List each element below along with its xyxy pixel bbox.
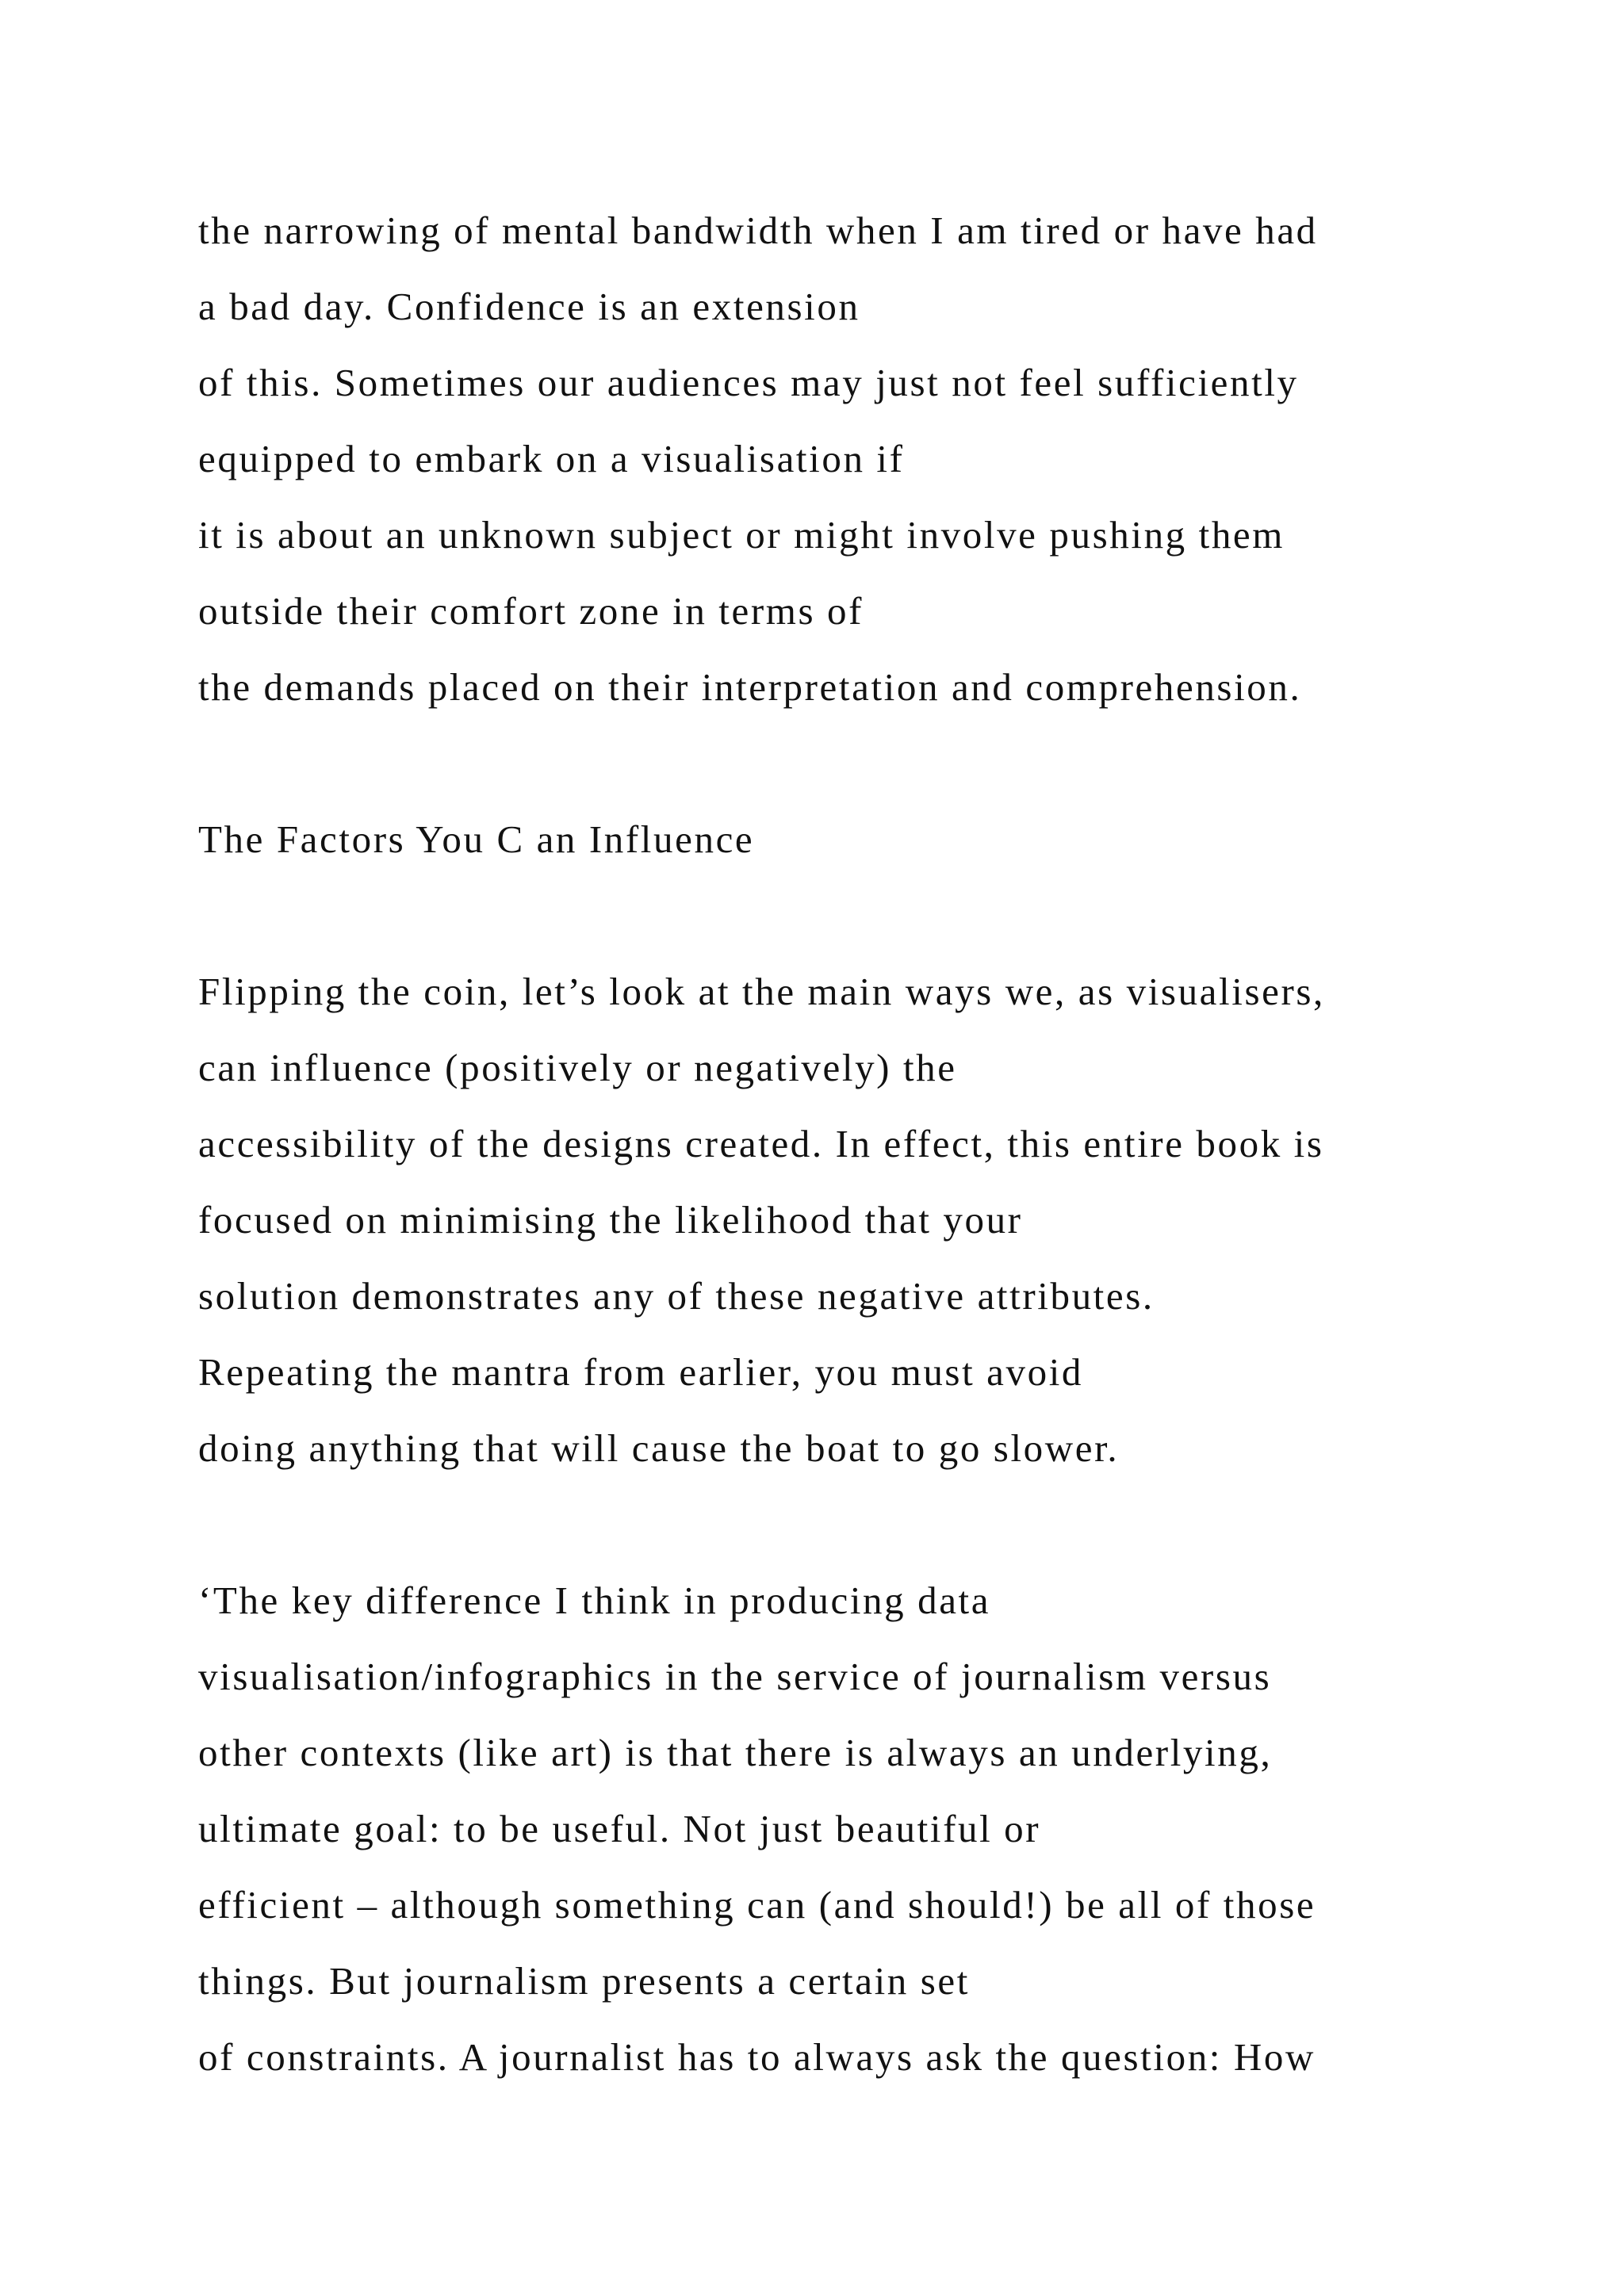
text-line: it is about an unknown subject or might involve pushing them bbox=[198, 513, 1285, 557]
text-line: can influence (positively or negatively) the bbox=[198, 1046, 957, 1089]
paragraph-spacer bbox=[198, 878, 1546, 954]
text-line: ultimate goal: to be useful. Not just beautiful or bbox=[198, 1807, 1041, 1850]
text-line: the demands placed on their interpretation and comprehension. bbox=[198, 665, 1302, 709]
paragraph-spacer bbox=[198, 725, 1546, 802]
text-line: doing anything that will cause the boat to go slower. bbox=[198, 1426, 1120, 1470]
text-line: outside their comfort zone in terms of bbox=[198, 589, 864, 633]
text-line: the narrowing of mental bandwidth when I am tired or have had bbox=[198, 209, 1318, 252]
text-line: other contexts (like art) is that there is always an underlying, bbox=[198, 1731, 1273, 1774]
text-line: accessibility of the designs created. In effect, this entire book is bbox=[198, 1122, 1324, 1165]
paragraph-factors bbox=[198, 954, 1546, 1487]
text-line: Repeating the mantra from earlier, you must avoid bbox=[198, 1350, 1084, 1394]
text-line: ‘The key difference I think in producing data bbox=[198, 1578, 991, 1622]
text-line: solution demonstrates any of these negative attributes. bbox=[198, 1274, 1155, 1318]
text-line: focused on minimising the likelihood that your bbox=[198, 1198, 1023, 1242]
paragraph-spacer bbox=[198, 1487, 1546, 1563]
text-line: efficient – although something can (and should!) be all of those bbox=[198, 1883, 1316, 1927]
paragraph-quote bbox=[198, 1563, 1546, 2095]
text-line: a bad day. Confidence is an extension bbox=[198, 285, 860, 328]
document-text bbox=[198, 193, 1546, 2095]
text-line: of constraints. A journalist has to always ask the question: How bbox=[198, 2035, 1316, 2079]
text-line: visualisation/infographics in the service of journalism versus bbox=[198, 1655, 1272, 1698]
section-heading: The Factors You C an Influence bbox=[198, 817, 755, 861]
text-line: of this. Sometimes our audiences may just not feel sufficiently bbox=[198, 361, 1299, 404]
paragraph-mental-bandwidth bbox=[198, 193, 1546, 725]
text-line: equipped to embark on a visualisation if bbox=[198, 437, 905, 480]
text-line: things. But journalism presents a certain set bbox=[198, 1959, 970, 2003]
text-line: Flipping the coin, let’s look at the main ways we, as visualisers, bbox=[198, 970, 1325, 1013]
